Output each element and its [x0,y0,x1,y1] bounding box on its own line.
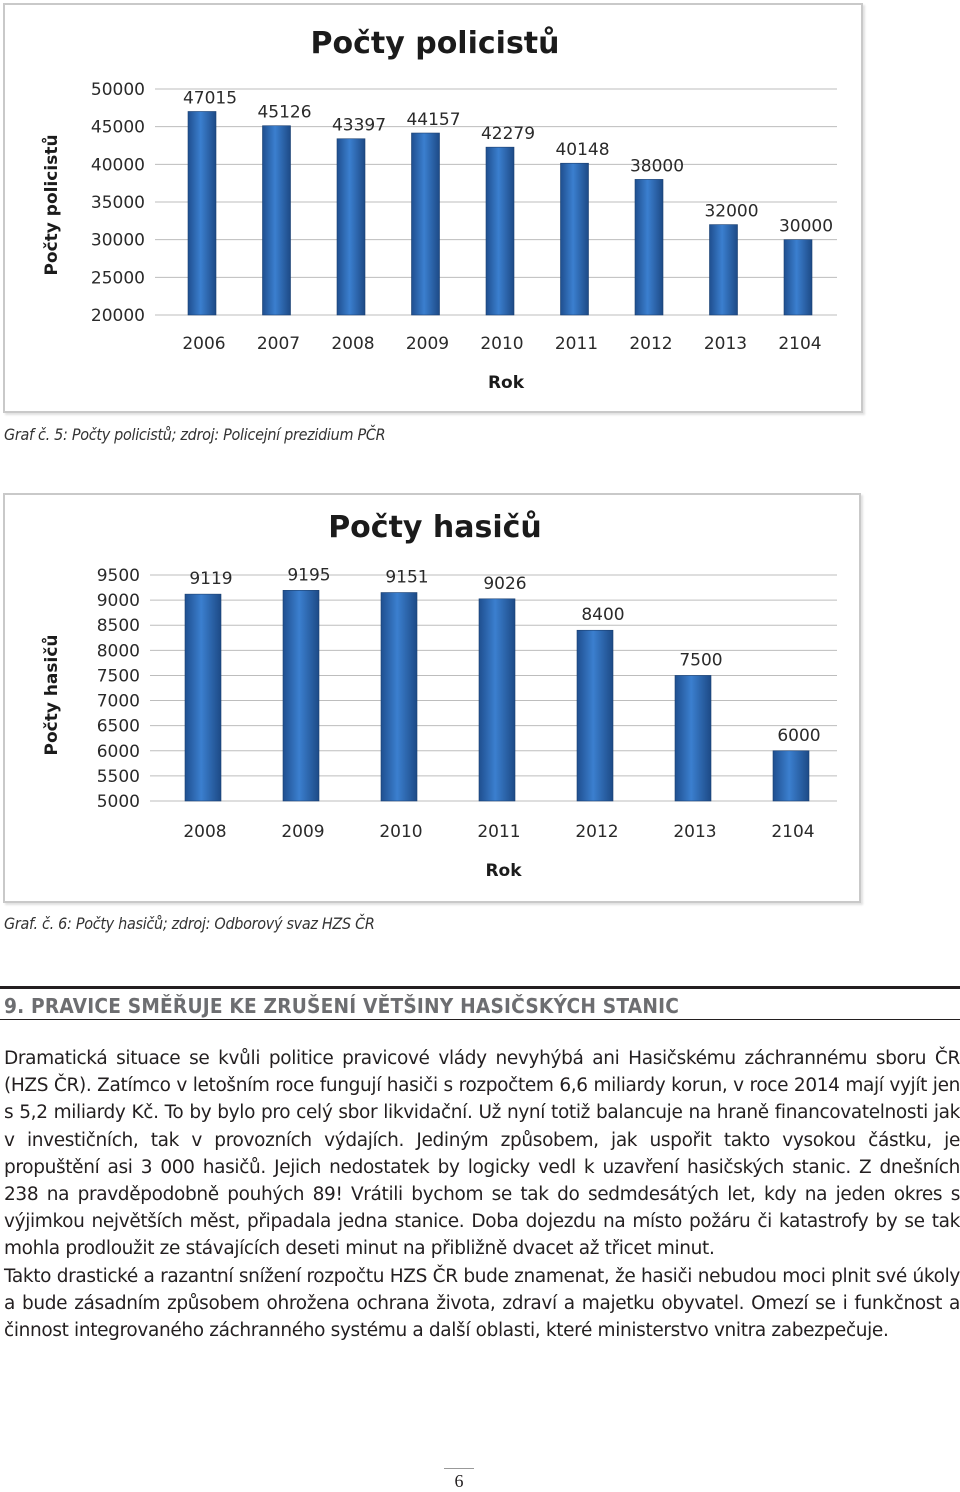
y-tick-label: 25000 [90,268,145,289]
y-tick-label: 45000 [90,117,145,138]
x-tick-label: 2104 [771,822,815,842]
y-tick-label: 8000 [96,641,140,662]
x-tick-label: 2007 [256,334,301,354]
data-label: 7500 [679,650,723,671]
y-axis-title: Počty policistů [42,134,62,276]
y-tick-label: 30000 [90,230,145,251]
bar [784,240,812,315]
data-label: 43397 [331,115,387,136]
data-label: 6000 [777,725,821,746]
x-axis-title: Rok [487,373,525,393]
data-label: 30000 [778,216,834,237]
chart-title: Počty policistů [310,26,560,61]
x-tick-label: 2010 [379,822,423,842]
y-tick-label: 5500 [96,766,140,787]
x-tick-label: 2009 [281,822,325,842]
section-rule-bottom [0,1019,960,1020]
data-label: 9195 [287,565,331,586]
data-label: 38000 [629,156,685,177]
paragraph: Dramatická situace se kvůli politice pravicové vlády nevyhýbá ani Hasičskému záchrannému sboru ČR (HZS ČR). Zatímco v letošním roce fungují hasiči s rozpočtem 6,6 miliardy korun, v roce 2014 mají vyjít jen s 5,2 miliardy Kč. To by bylo pro celý sbor likvidační. Už nyní totiž balancuje na hraně financovatelnosti jak v investičních, tak v provozních výdajích. Jediným způsobem, jak uspořit takto vysokou částku, je propuštění asi 3 000 hasičů. Jejich nedostatek by logicky vedl k uzavření hasičských stanic. Z dnešních 238 na pravděpodobně pouhých 89! Vrátili bychom se tak do sedmdesátých let, kdy na jeden okres s výjimkou největších měst, připadala jedna stanice. Doba dojezdu na místo požáru či katastrofy by se tak mohla prodloužit ze stávajících deseti minut na přibližně dvacet až třicet minut. [4,1048,960,1260]
bar [710,225,738,315]
data-label: 9151 [385,567,429,588]
y-tick-label: 20000 [90,306,145,326]
bar [185,594,221,801]
data-label: 45126 [257,102,312,123]
x-tick-label: 2008 [331,334,375,354]
x-tick-label: 2011 [554,334,599,354]
bar [577,630,613,801]
x-tick-label: 2010 [480,334,524,354]
y-tick-label: 6000 [96,741,140,762]
y-tick-label: 7000 [96,691,140,712]
y-tick-label: 35000 [90,193,145,213]
body-text [4,1045,960,1344]
chart-firefighters [3,493,861,903]
x-tick-label: 2104 [778,334,822,354]
page-number: 6 [444,1468,474,1492]
y-tick-label: 40000 [90,155,145,176]
y-axis-title: Počty hasičů [42,634,62,756]
x-tick-label: 2009 [405,334,450,354]
bar [381,593,417,801]
x-tick-label: 2013 [703,334,748,354]
y-tick-label: 5000 [96,792,140,812]
bar [675,675,711,801]
paragraph: Takto drastické a razantní snížení rozpočtu HZS ČR bude znamenat, že hasiči nebudou moci plnit své úkoly a bude zásadním způsobem ohrožena ochrana života, zdraví a majetku obyvatel. Omezí se i funkčnost a činnost integrovaného záchranného systému a další oblasti, které ministerstvo vnitra zabezpečuje. [4,1265,960,1342]
chart-title: Počty hasičů [328,510,542,545]
data-label: 47015 [182,88,238,109]
data-label: 44157 [406,110,461,131]
bar [561,163,589,315]
bar [412,133,440,315]
figure-6-caption: Graf. č. 6: Počty hasičů; zdroj: Odborový svaz HZS ČR [4,914,375,933]
chart-police [3,3,863,413]
data-label: 42279 [480,124,536,145]
bar [283,590,319,801]
bar [635,179,663,315]
section-rule [0,986,960,989]
x-tick-label: 2011 [477,822,521,842]
bar [188,111,216,315]
bar [337,139,365,315]
x-tick-label: 2012 [575,822,619,842]
y-tick-label: 50000 [90,80,145,100]
x-axis-title: Rok [485,861,522,881]
bar [486,147,514,315]
figure-5-caption: Graf č. 5: Počty policistů; zdroj: Policejní prezidium PČR [4,425,386,444]
bar [263,126,291,315]
x-tick-label: 2008 [183,822,227,842]
x-tick-label: 2013 [673,822,717,842]
data-label: 9119 [189,569,233,590]
data-label: 8400 [581,605,625,626]
bar [773,751,809,801]
chart-police-svg [5,5,861,411]
y-tick-label: 7500 [96,666,140,687]
section-heading: 9. PRAVICE SMĚŘUJE KE ZRUŠENÍ VĚTŠINY HASIČSKÝCH STANIC [4,994,680,1018]
data-label: 40148 [555,140,610,161]
chart-firefighters-svg [5,495,859,901]
y-tick-label: 8500 [96,616,140,637]
y-tick-label: 9500 [96,566,140,586]
x-tick-label: 2012 [629,334,673,354]
data-label: 32000 [704,201,759,222]
bar [479,599,515,801]
y-tick-label: 9000 [96,591,140,612]
data-label: 9026 [483,573,527,594]
y-tick-label: 6500 [96,716,140,737]
x-tick-label: 2006 [182,334,226,354]
